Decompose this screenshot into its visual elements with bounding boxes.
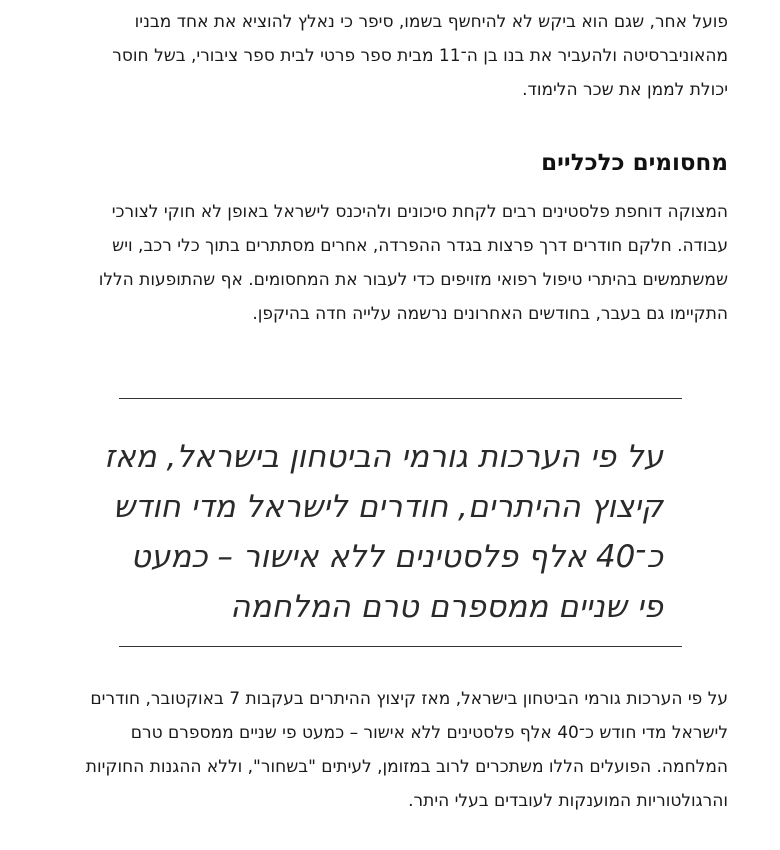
pull-quote-top-divider (119, 398, 682, 399)
article-paragraph: על פי הערכות גורמי הביטחון בישראל, מאז קיצוץ ההיתרים בעקבות 7 באוקטובר, חודרים לישראל מדי חודש כ־40 אלף פלסטינים ללא אישור – כמעט פי שניים ממספרם טרם המלחמה. הפועלים הללו משתכרים לרוב במזומן, לעיתים "בשחור", וללא ההגנות החוקיות והרגולטוריות המוענקות לעובדים בעלי היתר. (85, 689, 728, 811)
section-heading: מחסומים כלכליים (541, 150, 728, 176)
article-paragraph: פועל אחר, שגם הוא ביקש לא להיחשף בשמו, סיפר כי נאלץ להוציא את אחד מבניו מהאוניברסיטה ולהעביר את בנו בן ה־11 מבית ספר פרטי לבית ספר ציבורי, בשל חוסר יכולת לממן את שכר הלימוד. (112, 12, 728, 100)
article-paragraph: המצוקה דוחפת פלסטינים רבים לקחת סיכונים ולהיכנס לישראל באופן לא חוקי לצורכי עבודה. חלקם חודרים דרך פרצות בגדר ההפרדה, אחרים מסתתרים בתוך כלי רכב, ויש שמשתמשים בהיתרי טיפול רפואי מזויפים כדי לעבור את המחסומים. אף שהתופעות הללו התקיימו גם בעבר, בחודשים האחרונים נרשמה עלייה חדה בהיקפן. (98, 202, 728, 324)
pull-quote-bottom-divider (119, 646, 682, 647)
pull-quote: על פי הערכות גורמי הביטחון בישראל, מאז קיצוץ ההיתרים, חודרים לישראל מדי חודש כ־40 אלף פלסטינים ללא אישור – כמעט פי שניים ממספרם טרם המלחמה (104, 439, 663, 625)
